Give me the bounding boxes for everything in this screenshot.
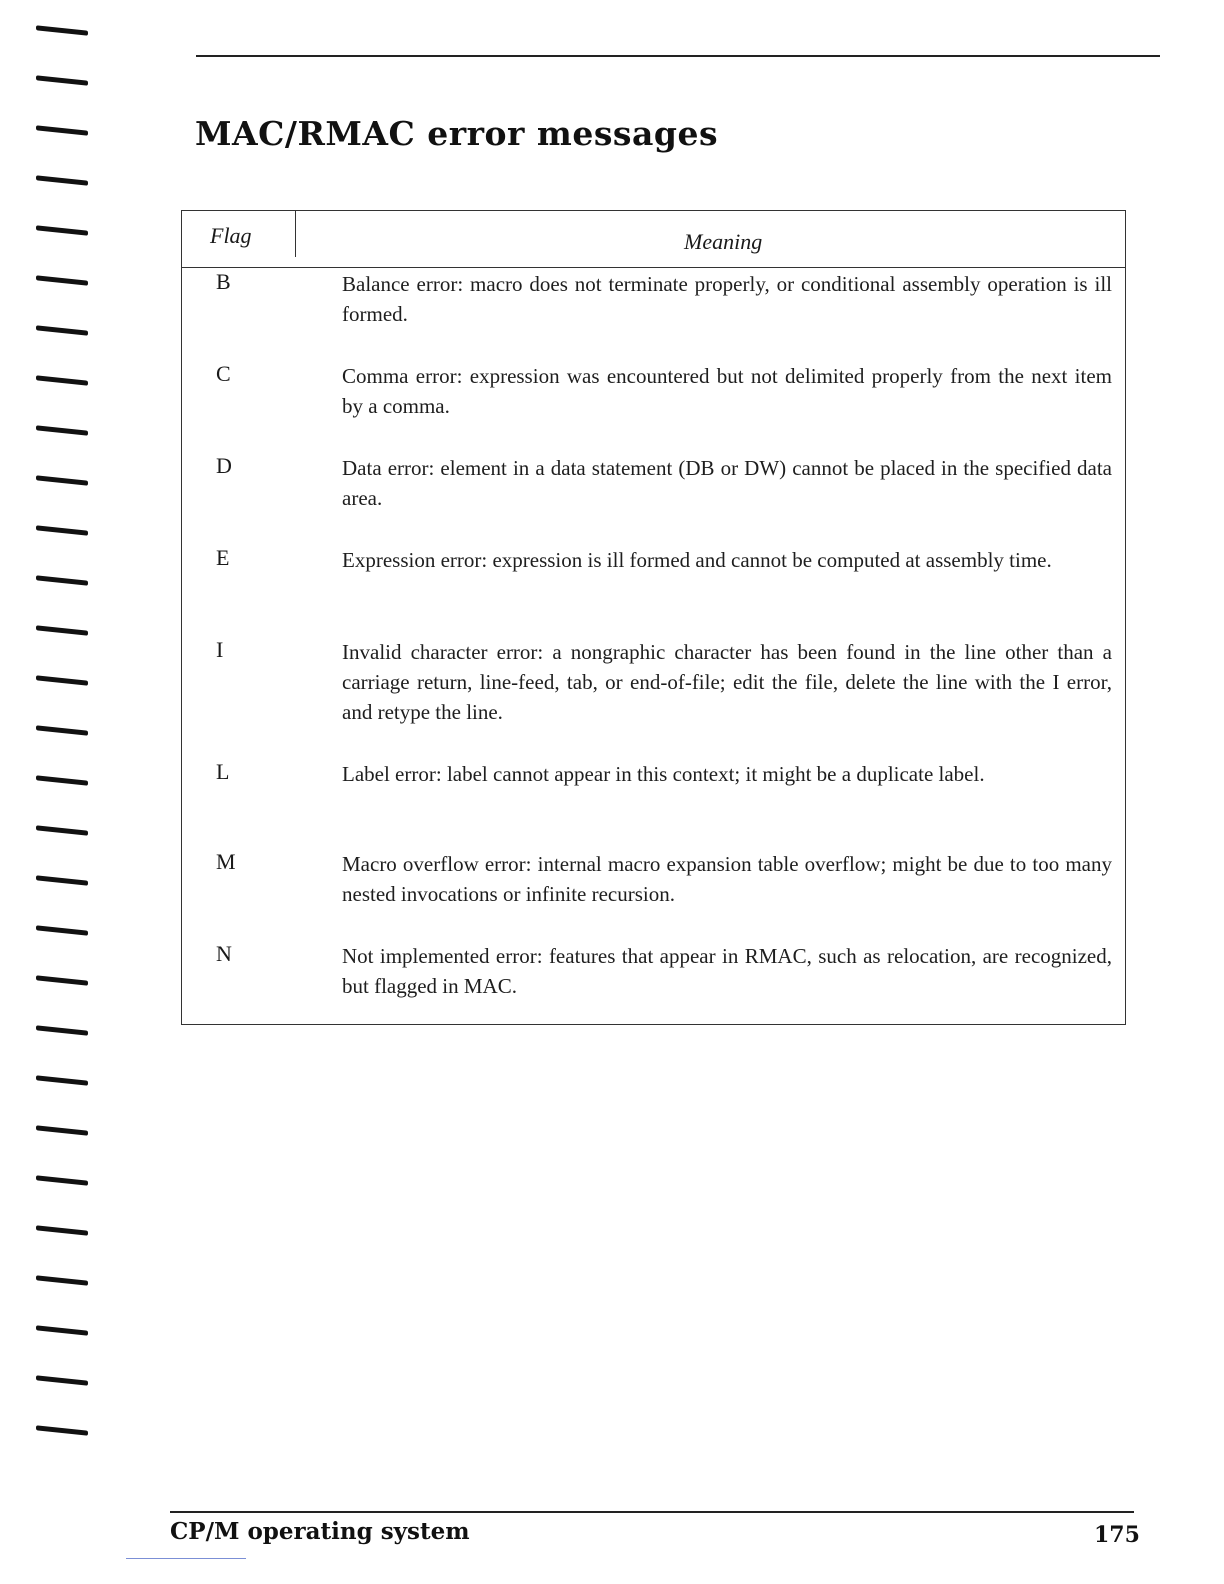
meaning-cell: Balance error: macro does not terminate properly, or conditional assembly operation is ill formed. bbox=[342, 272, 1112, 326]
page-number: 175 bbox=[1094, 1522, 1140, 1548]
flag-cell: N bbox=[216, 941, 232, 966]
meaning-cell: Comma error: expression was encountered but not delimited properly from the next item by a comma. bbox=[342, 364, 1112, 418]
meaning-cell: Macro overflow error: internal macro expansion table overflow; might be due to too many nested invocations or infinite recursion. bbox=[342, 852, 1112, 906]
meaning-cell: Expression error: expression is ill formed and cannot be computed at assembly time. bbox=[342, 548, 1052, 572]
header-divider bbox=[295, 211, 296, 257]
table-header bbox=[182, 211, 1125, 268]
error-messages-table bbox=[181, 210, 1126, 1025]
flag-cell: I bbox=[216, 637, 224, 662]
header-meaning: Meaning bbox=[684, 229, 763, 254]
flag-cell: B bbox=[216, 269, 231, 294]
flag-cell: C bbox=[216, 361, 231, 386]
footer-title: CP/M operating system bbox=[170, 1518, 470, 1545]
binding-marks bbox=[36, 20, 96, 1520]
flag-cell: E bbox=[216, 545, 230, 570]
page-title: MAC/RMAC error messages bbox=[195, 114, 719, 153]
top-rule bbox=[196, 55, 1160, 57]
meaning-cell: Label error: label cannot appear in this context; it might be a duplicate label. bbox=[342, 762, 985, 786]
header-flag: Flag bbox=[210, 223, 252, 248]
bottom-rule bbox=[170, 1511, 1134, 1513]
meaning-cell: Data error: element in a data statement (DB or DW) cannot be placed in the specified data area. bbox=[342, 456, 1112, 510]
meaning-cell: Not implemented error: features that appear in RMAC, such as relocation, are recognized, but flagged in MAC. bbox=[342, 944, 1112, 998]
meaning-cell: Invalid character error: a nongraphic character has been found in the line other than a carriage return, line-feed, tab, or end-of-file; edit the file, delete the line with the I error, and retype the line. bbox=[342, 640, 1112, 724]
scan-line bbox=[126, 1558, 246, 1559]
flag-cell: M bbox=[216, 849, 236, 874]
flag-cell: D bbox=[216, 453, 232, 478]
flag-cell: L bbox=[216, 759, 230, 784]
